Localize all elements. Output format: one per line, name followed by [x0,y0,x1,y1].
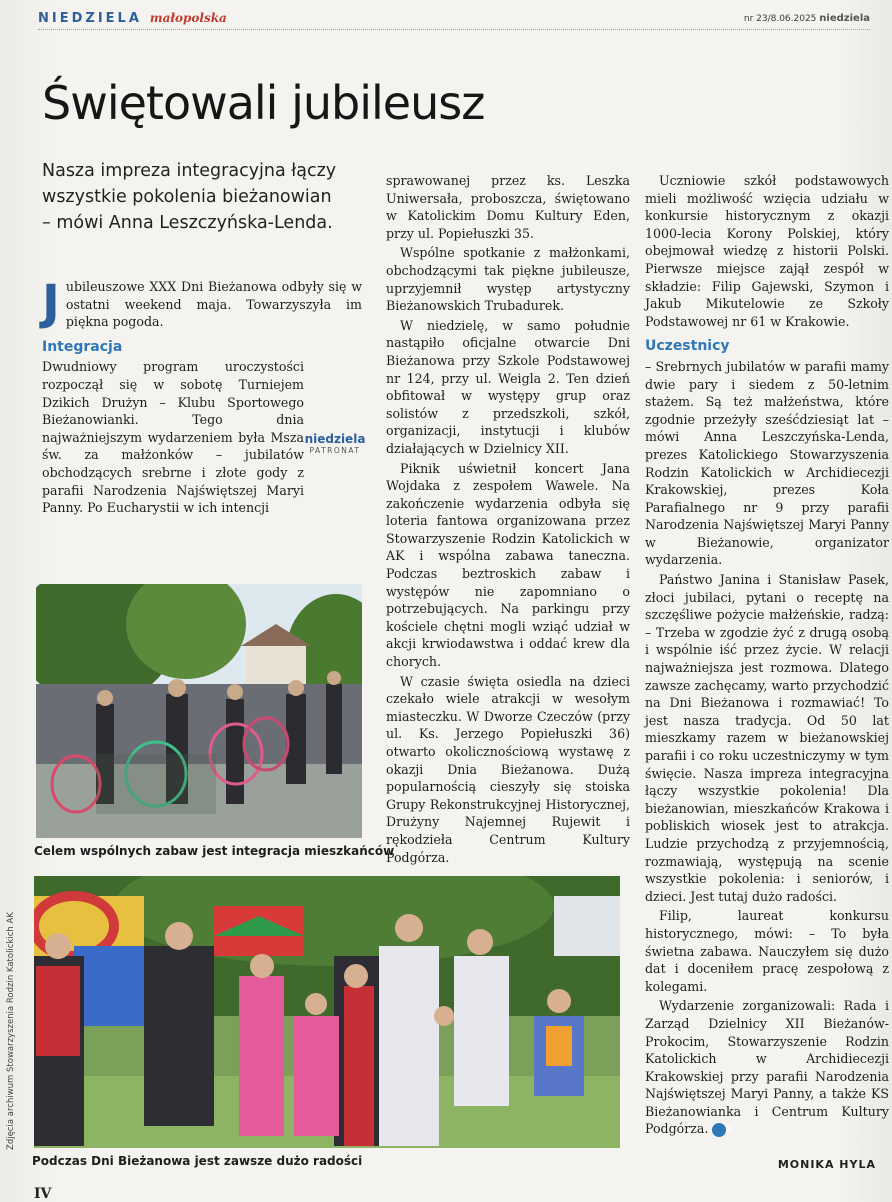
page-number: IV [34,1186,52,1202]
paragraph: W czasie święta osiedla na dzieci czekało wiele atrakcji w wesołym miasteczku. W Dworze Czeczów (przy ul. Ks. Jerzego Popiełuszki 36) otwarto okolicznościową wystawę z okazji Dnia Bieżanowa. Dużą popularnością cieszyły się stoiska Grupy Rekonstrukcyjnej Historycznej, Drużyny Najemnej Rujewit i rękodzieła Centrum Kultury Podgórza. [386,673,630,865]
paragraph: – Srebrnych jubilatów w parafii mamy dwie pary i siedem z 50-letnim stażem. Są też małżeństwa, które zgodnie przeżyły sześćdziesiąt lat – mówi Anna Leszczyńska-Lenda, prezes Katolickiego Stowarzyszenia Rodzin Katolickich w Archidiecezji Krakowskiej, prezes Koła Parafialnego nr 9 przy parafii Narodzenia Najświętszej Maryi Panny w Bieżanowie, organizator wydarzenia. [645,358,889,568]
issue-info [744,13,870,24]
paragraph: Filip, laureat konkursu historycznego, mówi: – To była świetna zabawa. Nauczyłem się dużo dat i doceniłem pracę zespołową z kolegami. [645,908,889,994]
subhead-integracja: Integracja [42,338,123,355]
patronat-name: niedziela [304,432,366,446]
photo-caption-2: Podczas Dni Bieżanowa jest zawsze dużo radości [32,1154,363,1168]
article-lead: Nasza impreza integracyjna łączy wszystkie pokolenia bieżanowian – mówi Anna Leszczyńska-Lenda. [42,161,337,233]
issue-number: nr 23/8.06.2025 [743,14,817,24]
end-mark-icon: n [712,1123,726,1137]
page-header [38,8,870,30]
paragraph: Dwudniowy program uroczystości rozpoczął się w sobotę Turniejem Dzikich Drużyn – Klubu Sportowego Bieżanowianki. Tego dnia najważniejszym wydarzeniem była Msza św. za małżonków – jubilatów obchodzących srebrne i złote gody z parafii Narodzenia Najświętszej Maryi Panny. Po Eucharystii w ich intencji [42,359,304,516]
paragraph: Państwo Janina i Stanisław Pasek, złoci jubilaci, pytani o receptę na szczęśliwe pożycie małżeńskie, radzą: – Trzeba w zgodzie żyć z drugą osobą i wspólnie iść przez życie. W relacji najważniejsza jest rozmowa. Dlatego zawsze zachęcamy, warto przychodzić na Dni Bieżanowa i rozmawiać! To jest nasza tradycja. Od 50 lat mieszkamy razem w bieżanowskiej parafii i co roku uczestniczymy w tym święcie. Nasza impreza integracyjna łączy wszystkie pokolenia! Dla bieżanowian, mieszkańców Krakowa i pobliskich wiosek jest to atrakcja. Ludzie przychodzą z przyjemnością, rozmawiają, występują na scenie wszystkie pokolenia: i seniorów, i dzieci. Jest tutaj dużo radości. [645,572,889,904]
paragraph: sprawowanej przez ks. Leszka Uniwersała, proboszcza, świętowano w Katolickim Domu Kultury Eden, przy ul. Popiełuszki 35. [386,173,630,241]
patronat-label: PATRONAT [309,446,361,455]
photo-festival-crowd [34,876,620,1148]
intro-text: ubileuszowe XXX Dni Bieżanowa odbyły się w ostatni weekend maja. Towarzyszyła im piękna pogoda. [65,279,362,330]
brand-region: małopolska [149,11,227,25]
paragraph: Wspólne spotkanie z małżonkami, obchodzącymi tak piękne jubileusze, uprzyjemnił występ artystyczny Bieżanowskich Trubadurek. [386,245,630,314]
paragraph: W niedzielę, w samo południe nastąpiło oficjalne otwarcie Dni Bieżanowa przy Szkole Podstawowej nr 124, przy ul. Weigla 2. Ten dzień obfitował w występy grup oraz solistów z przedszkoli, szkół, organizacji, instytucji i klubów działających w Dzielnicy XII. [386,317,630,456]
photo-2-image [34,876,620,1148]
paragraph: Uczniowie szkół podstawowych mieli możliwość wzięcia udziału w konkursie historycznym z okazji 1000-lecia Korony Polskiej, który obejmował wiedzę z historii Polski. Pierwsze miejsce zajął zespół w składzie: Filip Gajewski, Szymon i Jakub Mikutelowie ze Szkoły Podstawowej nr 61 w Krakowie. [645,173,889,329]
column-3 [645,172,889,1140]
article-title: Świętowali jubileusz [42,76,485,130]
photo-credit: Zdjęcia archiwum Stowarzyszenia Rodzin Katolickich AK [6,912,16,1150]
subhead-uczestnicy: Uczestnicy [645,338,730,355]
closing-text: Wydarzenie zorganizowali: Rada i Zarząd Dzielnicy XII Bieżanów-Prokocim, Stowarzyszenie Rodzin Katolickich w Archidiecezji Krakowskiej przy parafii Narodzenia Najświętszej Maryi Panny, a także KS Bieżanowianka i Centrum Kultury Podgórza. [645,998,889,1137]
brand-name: NIEDZIELA [38,11,142,26]
paragraph: Piknik uświetnił koncert Jana Wojdaka z zespołem Wawele. Na zakończenie wydarzenia odbyła się loteria fantowa organizowana przez Stowarzyszenie Rodzin Katolickich w AK i wspólna zabawa taneczna. Podczas beztroskich zabaw i występów nie zapomniano o potrzebujących. Na parkingu przy kościele chętni mogli wziąć udział w akcji krwiodawstwa i oddać krew dla chorych. [386,460,630,670]
dropcap: J [42,275,60,331]
photo-1-image [36,584,362,838]
brand [38,11,227,26]
patronat-badge [302,432,368,455]
column-1 [42,275,362,519]
column-2 [386,172,630,868]
issue-brand: niedziela [819,13,870,24]
author-byline: MONIKA HYLA [777,1158,876,1171]
photo-caption-1: Celem wspólnych zabaw jest integracja mieszkańców [34,844,395,858]
intro-paragraph [42,275,362,331]
photo-hula-hoop [36,584,362,838]
paragraph [645,997,889,1138]
